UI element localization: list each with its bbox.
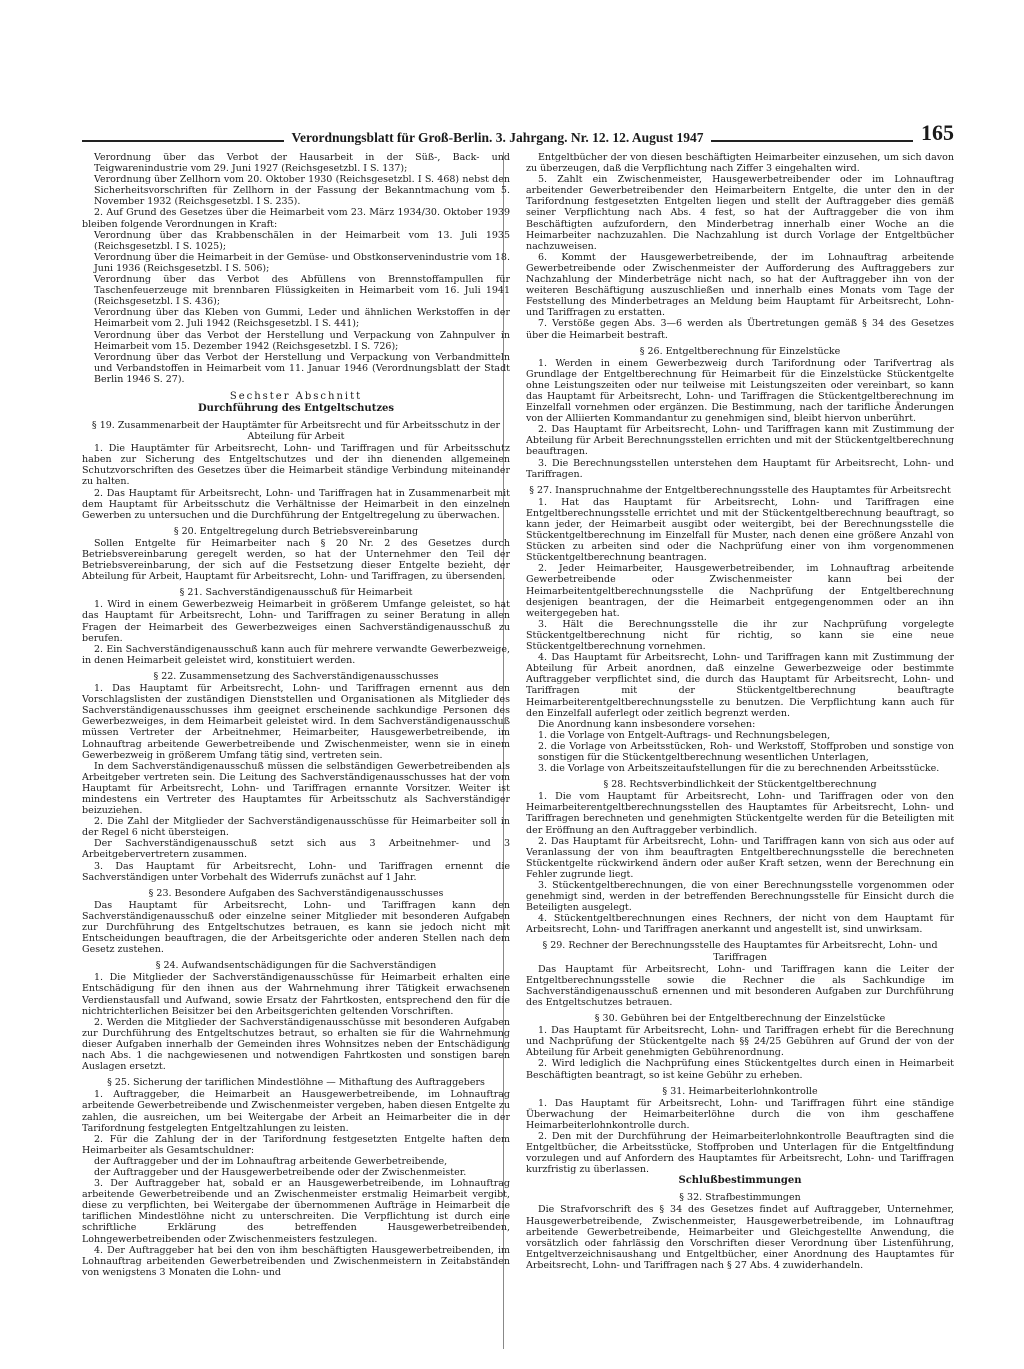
header-rule-left: [82, 140, 284, 142]
paragraph: 1. Die vom Hauptamt für Arbeitsrecht, Lohn- und Tariffragen oder von den Heimarbeiterentgeltberechnungsstellen des Hauptamtes für Arbeitsrecht, Lohn- und Tariffragen berechneten und genehmigten Stückentgelte werden für die Beteiligten mit der Eröffnung an den Auftraggeber verbindlich.: [526, 791, 954, 836]
paragraph: 1. Die Hauptämter für Arbeitsrecht, Lohn- und Tariffragen und für Arbeitsschutz haben zur Sicherung des Entgeltschutzes und der ihn dienenden allgemeinen Schutzvorschriften des Gesetzes über die Heimarbeit ständige Verbindung miteinander zu halten.: [82, 443, 510, 488]
paragraph: 4. Der Auftraggeber hat bei den von ihm beschäftigten Hausgewerbetreibenden, im Lohnauftrag arbeitenden Gewerbetreibenden und Zwischenmeistern in Zeitabständen von wenigstens 3 Monaten die Lohn- und: [82, 1244, 510, 1278]
paragraph: 2. Jeder Heimarbeiter, Hausgewerbetreibender, im Lohnauftrag arbeitende Gewerbetreibende oder Zwischenmeister kann bei der Heimarbeitentgeltberechnungsstelle die Nachprüfung der Entgeltberechnung desjenigen beantragen, der die Heimarbeit entgegengenommen oder an ihn weitergegeben hat.: [526, 563, 954, 619]
paragraph: Verordnung über das Verbot der Hausarbeit in der Süß-, Back- und Teigwarenindustrie vom 29. Juni 1927 (Reichsgesetzbl. I S. 137);: [94, 152, 510, 175]
paragraph: 3. Die Berechnungsstellen unterstehen dem Hauptamt für Arbeitsrecht, Lohn- und Tariffragen.: [526, 457, 954, 480]
paragraph-heading: § 28. Rechtsverbindlichkeit der Stückentgeltberechnung: [603, 779, 877, 791]
paragraph: 2. Das Hauptamt für Arbeitsrecht, Lohn- und Tariffragen kann von sich aus oder auf Veranlassung der von ihm beauftragten Entgeltberechnungsstelle die berechneten Stückentgelte rückwirkend ändern oder außer Kraft setzen, wenn der Berechnung ein Fehler zugrunde liegt.: [526, 835, 954, 880]
paragraph: 2. Ein Sachverständigenausschuß kann auch für mehrere verwandte Gewerbezweige, in denen Heimarbeit geleistet wird, konstituiert werden.: [82, 643, 510, 666]
paragraph-heading: § 21. Sachverständigenausschuß für Heimarbeit: [179, 587, 413, 599]
paragraph: 1. Wird in einem Gewerbezweig Heimarbeit in größerem Umfange geleistet, so hat das Hauptamt für Arbeitsrecht, Lohn- und Tariffragen zu seiner Beratung in allen Fragen der Heimarbeit des Gewerbezweiges einen Sachverständigenausschuß zu berufen.: [82, 599, 510, 644]
paragraph-heading: § 20. Entgeltregelung durch Betriebsvereinbarung: [173, 525, 419, 537]
paragraph: Verordnung über das Verbot der Herstellung und Verpackung von Zahnpulver in Heimarbeit vom 15. Dezember 1942 (Reichsgesetzbl. I S. 726);: [94, 329, 510, 352]
running-header: [82, 122, 954, 146]
paragraph: 2. Den mit der Durchführung der Heimarbeiterlohnkontrolle Beauftragten sind die Entgeltbücher, die Arbeitsstücke, Stoffproben und Unterlagen für die Entgeltfindung vorzulegen und auf Anfordern des Hauptamtes für Arbeitsrecht, Lohn- und Tariffragen kurzfristig zu überlassen.: [526, 1130, 954, 1176]
paragraph: der Auftraggeber und der im Lohnauftrag arbeitende Gewerbetreibende,: [94, 1155, 448, 1167]
paragraph: Verordnung über das Kleben von Gummi, Leder und ähnlichen Werkstoffen in der Heimarbeit vom 2. Juli 1942 (Reichsgesetzbl. I S. 441);: [94, 307, 510, 330]
paragraph: 2. Wird lediglich die Nachprüfung eines Stückentgeltes durch einen in Heimarbeit Beschäftigten beantragt, so ist keine Gebühr zu erheben.: [526, 1058, 954, 1081]
paragraph: Entgeltbücher der von diesen beschäftigten Heimarbeiter einzusehen, um sich davon zu überzeugen, daß die Verpflichtung nach Ziffer 3 eingehalten wird.: [526, 152, 954, 175]
paragraph: 1. Das Hauptamt für Arbeitsrecht, Lohn- und Tariffragen ernennt aus den Vorschlagslisten der zuständigen Dienststellen und Organisationen als Mitglieder des Sachverständigenausschusses ihm geeignet erscheinende sachkundige Personen des Gewerbezweiges, in dem Heimarbeit geleistet wird. In dem Sachverständigenausschuß müssen Vertreter der Arbeitnehmer, Heimarbeiter, Hausgewerbetreibende, im Lohnauftrag arbeitende Gewerbetreibende und Zwischenmeister, wenn sie in einem Gewerbezweig in größerem Umfang tätig sind, vertreten sein.: [82, 683, 510, 761]
paragraph: 2. Für die Zahlung der in der Tarifordnung festgesetzten Entgelte haften dem Heimarbeiter als Gesamtschuldner:: [82, 1133, 510, 1156]
section-subtitle: Schlußbestimmungen: [678, 1175, 802, 1187]
paragraph: 1. Hat das Hauptamt für Arbeitsrecht, Lohn- und Tariffragen eine Entgeltberechnungsstelle errichtet und mit der Stückentgeltberechnung beauftragt, so kann jeder, der Heimarbeit ausgibt oder weitergibt, bei der Berechnungsstelle die Stückentgeltberechnung im Einzelfall für Muster, nach denen eine größere Anzahl von Stücken zu arbeiten sind oder die Nachprüfung einer von ihm vorgenommenen Stückentgeltberechnung beantragen.: [526, 496, 954, 564]
list-item: 2. die Vorlage von Arbeitsstücken, Roh- und Werkstoff, Stoffproben und sonstige von sonstigen für die Stückentgeltberechnung wesentlichen Unterlagen,: [538, 740, 954, 763]
header-title: Verordnungsblatt für Groß-Berlin. 3. Jahrgang. Nr. 12. 12. August 1947: [291, 130, 704, 145]
paragraph-heading: § 23. Besondere Aufgaben des Sachverständigenausschusses: [148, 887, 444, 899]
paragraph-heading: § 26. Entgeltberechnung für Einzelstücke: [639, 345, 841, 357]
section-subtitle: Durchführung des Entgeltschutzes: [198, 402, 394, 414]
paragraph-heading: § 25. Sicherung der tariflichen Mindestlöhne — Mithaftung des Auftraggebers: [107, 1077, 485, 1089]
paragraph: In dem Sachverständigenausschuß müssen die selbständigen Gewerbetreibenden als Arbeitgeber vertreten sein. Die Leitung des Sachverständigenausschusses hat der vom Hauptamt für Arbeitsrecht, Lohn- und Tariffragen ernannte Vorsitzer. Weiter ist mindestens ein Vertreter des Hauptamtes für Arbeitsschutz als Sachverständiger beizuziehen.: [82, 760, 510, 817]
paragraph-heading: § 30. Gebühren bei der Entgeltberechnung der Einzelstücke: [594, 1013, 886, 1025]
paragraph-heading: § 22. Zusammensetzung des Sachverständigenausschusses: [153, 670, 439, 682]
paragraph: 3. Das Hauptamt für Arbeitsrecht, Lohn- und Tariffragen ernennt die Sachverständigen unter Vorbehalt des Widerrufs zunächst auf 1 Jahr.: [82, 860, 510, 883]
paragraph: 3. Hält die Berechnungsstelle die ihr zur Nachprüfung vorgelegte Stückentgeltberechnung nicht für richtig, so kann sie eine neue Stückentgeltberechnung vornehmen.: [526, 618, 954, 653]
paragraph: 3. Der Auftraggeber hat, sobald er an Hausgewerbetreibende, im Lohnauftrag arbeitende Gewerbetreibende und an Zwischenmeister erstmalig Heimarbeit vergibt, diese zu verpflichten, bei Weitergabe der übernommenen Aufträge in Heimarbeit die tariflichen Mindestlöhne nicht zu unterschreiten. Die Verpflichtung ist durch eine schriftliche Erklärung des betreffenden Hausgewerbetreibenden, Lohngewerbetreibenden oder Zwischenmeisters festzulegen.: [82, 1178, 510, 1245]
paragraph: 2. Das Hauptamt für Arbeitsrecht, Lohn- und Tariffragen hat in Zusammenarbeit mit dem Hauptamt für Arbeitsschutz die Verhältnisse der Heimarbeit in den einzelnen Gewerben zu untersuchen und die Durchführung der Entgeltregelung zu überwachen.: [82, 487, 510, 521]
paragraph: Der Sachverständigenausschuß setzt sich aus 3 Arbeitnehmer- und 3 Arbeitgebervertretern zusammen.: [82, 838, 510, 861]
paragraph: Verordnung über das Krabbenschälen in der Heimarbeit vom 13. Juli 1935 (Reichsgesetzbl. I S. 1025);: [94, 229, 510, 252]
text-columns: [82, 152, 954, 1361]
paragraph: 4. Das Hauptamt für Arbeitsrecht, Lohn- und Tariffragen kann mit Zustimmung der Abteilung für Arbeit anordnen, daß einzelne Gewerbezweige oder bestimmte Auftraggeber verpflichtet sind, die durch das Hauptamt für Arbeitsrecht, Lohn- und Tariffragen mit der Stückentgeltberechnung beauftragte Heimarbeiterentgeltberechnungsstelle zu benutzen. Die Verpflichtung kann auch für den Einzelfall auferlegt oder zeitlich begrenzt werden.: [526, 652, 954, 719]
paragraph-heading: § 29. Rechner der Berechnungsstelle des Hauptamtes für Arbeitsrecht, Lohn- und Tariffragen: [542, 940, 938, 963]
paragraph: Die Strafvorschrift des § 34 des Gesetzes findet auf Auftraggeber, Unternehmer, Hausgewerbetreibende, Zwischenmeister, Hausgewerbetreibende, im Lohnauftrag arbeitende Gewerbetreibende, Heimarbeiter und Gleichgestellte Anwendung, die vorsätzlich oder fahrlässig den Vorschriften dieser Verordnung über Listenführung, Entgeltverzeichnisaushang und Entgeltbücher, einer Anordnung des Hauptamtes für Arbeitsrecht, Lohn- und Tariffragen nach § 27 Abs. 4 zuwiderhandeln.: [526, 1204, 954, 1271]
paragraph: 2. Die Zahl der Mitglieder der Sachverständigenausschüsse für Heimarbeiter soll in der Regel 6 nicht übersteigen.: [82, 816, 510, 839]
paragraph-heading: § 24. Aufwandsentschädigungen für die Sachverständigen: [155, 960, 437, 972]
paragraph: 1. Auftraggeber, die Heimarbeit an Hausgewerbetreibende, im Lohnauftrag arbeitende Gewerbetreibende und Zwischenmeister vergeben, haben diesen Entgelte zu zahlen, die ausreichen, um bei Weitergabe der Arbeit an Heimarbeiter die in der Tarifordnung festgelegten Entgeltzahlungen zu leisten.: [82, 1089, 510, 1134]
paragraph: 6. Kommt der Hausgewerbetreibende, der im Lohnauftrag arbeitende Gewerbetreibende oder Zwischenmeister der Aufforderung des Auftraggebers zur Nachzahlung der Minderbeträge nicht nach, so hat der Auftraggeber ihn von der weiteren Beschäftigung auszuschließen und innerhalb eines Monats vom Tage der Feststellung des Minderbetrages an Meldung beim Hauptamt für Arbeitsrecht, Lohn- und Tariffragen zu erstatten.: [526, 251, 954, 319]
paragraph: 1. Das Hauptamt für Arbeitsrecht, Lohn- und Tariffragen führt eine ständige Überwachung der Heimarbeiterlöhne durch die von ihm geschaffene Heimarbeiterlohnkontrolle durch.: [526, 1097, 954, 1131]
section-title: Sechster Abschnitt: [229, 390, 363, 402]
paragraph: 5. Zahlt ein Zwischenmeister, Hausgewerbetreibender oder im Lohnauftrag arbeitender Gewerbetreibender den Heimarbeitern Entgelte, die unter den in der Tarifordnung festgesetzten Entgelten liegen und stellt der Auftraggeber dies gemäß seiner Verpflichtung nach Abs. 4 fest, so hat der Auftraggeber die von ihm Beschäftigten aufzufordern, den Minderbetrag innerhalb einer Woche an die Heimarbeiter nachzuzahlen. Die Nachzahlung ist durch Vorlage der Entgeltbücher nachzuweisen.: [526, 174, 954, 252]
paragraph: 1. Werden in einem Gewerbezweig durch Tarifordnung oder Tarifvertrag als Grundlage der Entgeltberechnung für Heimarbeit für die Einzelstücke Stückentgelte ohne Leistungszeiten oder nur teilweise mit Leistungszeiten oder vereinbart, so kann das Hauptamt für Arbeitsrecht, Lohn- und Tariffragen die Stückentgeltberechnung im Einzelfall vornehmen oder ergänzen. Die Bestimmung, nach der tarifliche Änderungen von der Alliierten Kommandantur zu genehmigen sind, bleibt hiervon unberührt.: [526, 357, 954, 425]
paragraph: 7. Verstöße gegen Abs. 3—6 werden als Übertretungen gemäß § 34 des Gesetzes über die Heimarbeit bestraft.: [526, 318, 954, 341]
paragraph: der Auftraggeber und der Hausgewerbetreibende oder der Zwischenmeister.: [94, 1166, 467, 1178]
paragraph-heading: § 32. Strafbestimmungen: [679, 1192, 801, 1204]
paragraph: Sollen Entgelte für Heimarbeiter nach § 20 Nr. 2 des Gesetzes durch Betriebsvereinbarung geregelt werden, so hat der Unternehmer den Teil der Betriebsvereinbarung, der sich auf die Festsetzung dieser Entgelte bezieht, der Abteilung für Arbeit, Hauptamt für Arbeitsrecht, Lohn- und Tariffragen, zu übersenden.: [82, 537, 510, 583]
paragraph: 2. Das Hauptamt für Arbeitsrecht, Lohn- und Tariffragen kann mit Zustimmung der Abteilung für Arbeit Berechnungsstellen errichten und mit der Stückentgeltberechnung beauftragen.: [526, 424, 954, 458]
right-column: [526, 152, 954, 1361]
paragraph: Das Hauptamt für Arbeitsrecht, Lohn- und Tariffragen kann den Sachverständigenausschuß oder einzelne seiner Mitglieder mit besonderen Aufgaben zur Durchführung des Entgeltschutzes betrauen, es kann sie jedoch nicht mit Entscheidungen beauftragen, die der Arbeitsgerichte oder anderen Stellen nach dem Gesetz zustehen.: [82, 899, 510, 956]
paragraph: 1. Das Hauptamt für Arbeitsrecht, Lohn- und Tariffragen erhebt für die Berechnung und Nachprüfung der Stückentgelte nach §§ 24/25 Gebühren auf Grund der von der Abteilung für Arbeit genehmigten Gebührenordnung.: [526, 1025, 954, 1059]
paragraph-heading: § 31. Heimarbeiterlohnkontrolle: [662, 1085, 818, 1097]
paragraph-heading: § 27. Inanspruchnahme der Entgeltberechnungsstelle des Hauptamtes für Arbeitsrecht: [529, 484, 951, 496]
paragraph: 2. Werden die Mitglieder der Sachverständigenausschüsse mit besonderen Aufgaben zur Durchführung des Entgeltschutzes betraut, so erhalten sie für die Wahrnehmung dieser Aufgaben innerhalb der Gemeinden ihres Wohnsitzes neben der Entschädigung nach Abs. 1 die nachgewiesenen und notwendigen Fahrtkosten und sonstigen baren Auslagen ersetzt.: [82, 1016, 510, 1073]
paragraph: Verordnung über die Heimarbeit in der Gemüse- und Obstkonservenindustrie vom 18. Juni 1936 (Reichsgesetzbl. I S. 506);: [94, 251, 510, 274]
left-column: [82, 152, 510, 1361]
paragraph: 3. Stückentgeltberechnungen, die von einer Berechnungsstelle vorgenommen oder genehmigt sind, werden in der betreffenden Berechnungsstelle für Einsicht durch die Beteiligten ausgelegt.: [526, 880, 954, 914]
paragraph: Das Hauptamt für Arbeitsrecht, Lohn- und Tariffragen kann die Leiter der Entgeltberechnungsstelle sowie die Rechner die als Sachkundige im Sachverständigenausschuß ernennen und mit besonderen Aufgaben zur Durchführung des Entgeltschutzes betrauen.: [526, 963, 954, 1008]
paragraph: 2. Auf Grund des Gesetzes über die Heimarbeit vom 23. März 1934/30. Oktober 1939 bleiben folgende Verordnungen in Kraft:: [82, 207, 510, 230]
paragraph: 1. Die Mitglieder der Sachverständigenausschüsse für Heimarbeit erhalten eine Entschädigung für den ihnen aus der Wahrnehmung ihrer Tätigkeit erwachsenen Verdienstausfall und Aufwand, sowie Ersatz der Fahrtkosten, entsprechend den für die nichtrichterlichen Beisitzer bei den Arbeitsgerichten geltenden Vorschriften.: [82, 972, 510, 1017]
paragraph: 4. Stückentgeltberechnungen eines Rechners, der nicht von dem Hauptamt für Arbeitsrecht, Lohn- und Tariffragen anerkannt und angestellt ist, sind unwirksam.: [526, 913, 954, 936]
list-item: 3. die Vorlage von Arbeitszeitaufstellungen für die zu berechnenden Arbeitsstücke.: [538, 763, 940, 775]
paragraph: Verordnung über das Verbot der Herstellung und Verpackung von Verbandmitteln und Verbandstoffen in Heimarbeit vom 11. Januar 1946 (Verordnungsblatt der Stadt Berlin 1946 S. 27).: [94, 351, 510, 385]
paragraph: Verordnung über das Verbot des Abfüllens von Brennstoffampullen für Taschenfeuerzeuge mit brennbaren Flüssigkeiten in Heimarbeit vom 16. Juli 1941 (Reichsgesetzbl. I S. 436);: [94, 274, 510, 308]
paragraph-heading: § 19. Zusammenarbeit der Hauptämter für Arbeitsrecht und für Arbeitsschutz in der Abteilung für Arbeit: [91, 419, 501, 443]
list-item: 1. die Vorlage von Entgelt-Auftrags- und Rechnungsbelegen,: [538, 729, 831, 741]
header-rule-right: [711, 140, 913, 142]
paragraph: Verordnung über Zellhorn vom 20. Oktober 1930 (Reichsgesetzbl. I S. 468) nebst den Sicherheitsvorschriften für Zellhorn in der Fassung der Bekanntmachung vom 5. November 1932 (Reichsgesetzbl. I S. 235).: [94, 174, 510, 208]
page-number: 165: [921, 120, 954, 145]
paragraph: Die Anordnung kann insbesondere vorsehen:: [538, 718, 756, 730]
